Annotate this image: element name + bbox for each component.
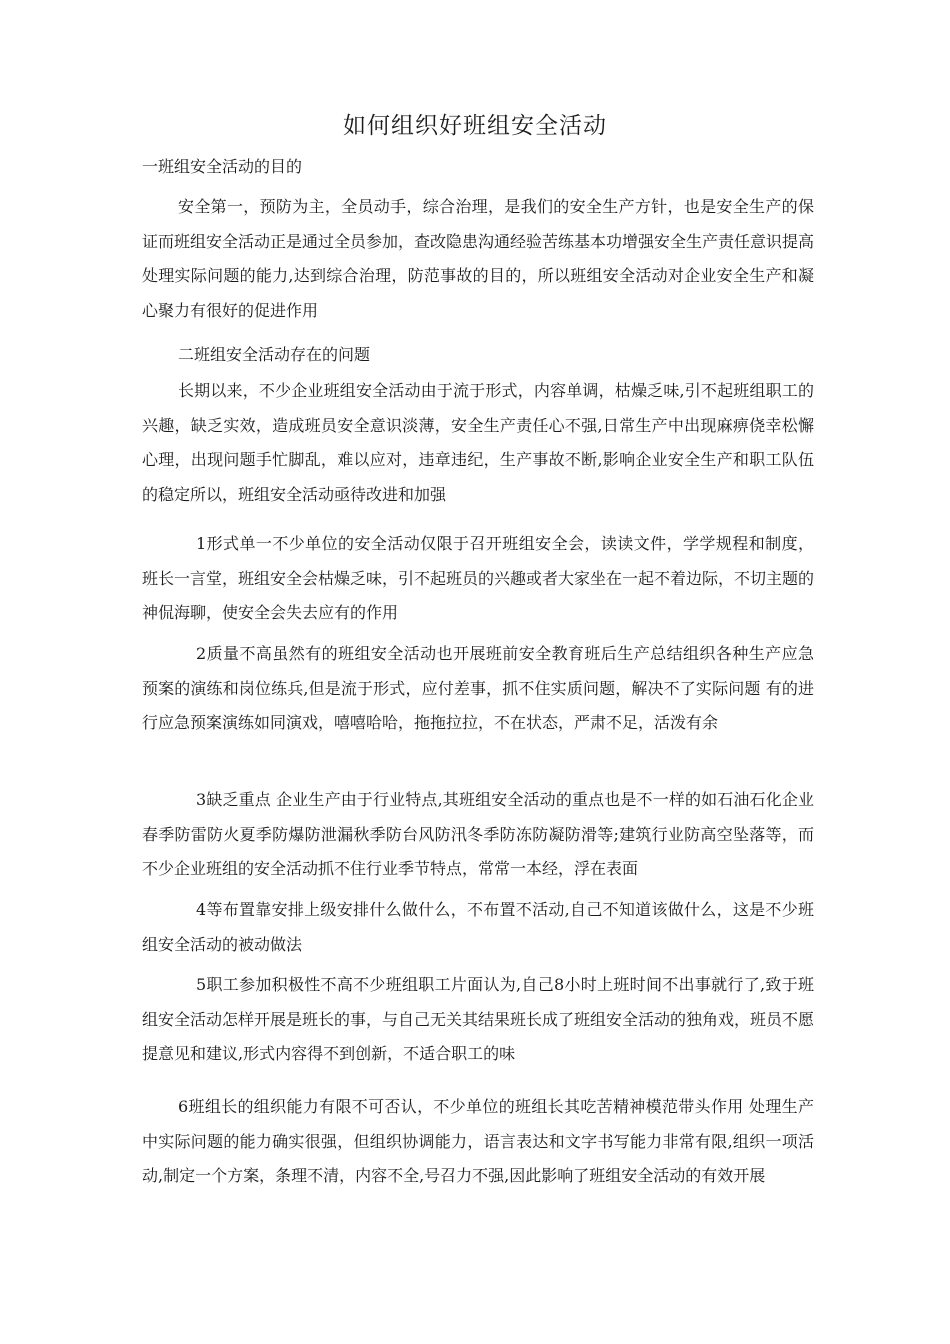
list-item-4: 4等布置靠安排上级安排什么做什么，不布置不活动,自己不知道该做什么，这是不少班组安全活动的被动做法 — [142, 900, 814, 954]
list-item-3: 3缺乏重点 企业生产由于行业特点,其班组安全活动的重点也是不一样的如石油石化企业春季防雷防火夏季防爆防泄漏秋季防台风防汛冬季防冻防凝防滑等;建筑行业防高空坠落等，而不少企业班组的安全活动抓不住行业季节特点，常常一本经，浮在表面 — [142, 790, 814, 878]
paragraph-problems-intro: 长期以来，不少企业班组安全活动由于流于形式，内容单调，枯燥乏味,引不起班组职工的兴趣，缺乏实效，造成班员安全意识淡薄，安全生产责任心不强,日常生产中出现麻痹侥幸松懈心理，出现问题手忙脚乱，难以应对，违章违纪，生产事故不断,影响企业安全生产和职工队伍的稳定所以，班组安全活动亟待改进和加强 — [142, 381, 814, 504]
paragraph-purpose: 安全第一，预防为主，全员动手，综合治理，是我们的安全生产方针，也是安全生产的保证而班组安全活动正是通过全员参加，查改隐患沟通经验苦练基本功增强安全生产责任意识提高处理实际问题的能力,达到综合治理，防范事故的目的，所以班组安全活动对企业安全生产和凝心聚力有很好的促进作用 — [142, 197, 815, 320]
page-title: 如何组织好班组安全活动 — [343, 113, 607, 139]
section-heading-problems: 二班组安全活动存在的问题 — [178, 345, 371, 364]
list-item-5: 5职工参加积极性不高不少班组职工片面认为,自己8小时上班时间不出事就行了,致于班组安全活动怎样开展是班长的事，与自己无关其结果班长成了班组安全活动的独角戏，班员不愿提意见和建议,形式内容得不到创新，不适合职工的味 — [142, 975, 815, 1063]
section-heading-purpose: 一班组安全活动的目的 — [142, 157, 303, 176]
list-item-1: 1形式单一不少单位的安全活动仅限于召开班组安全会，读读文件，学学规程和制度，班长一言堂，班组安全会枯燥乏味，引不起班员的兴趣或者大家坐在一起不着边际，不切主题的神侃海聊，使安全会失去应有的作用 — [142, 534, 815, 622]
list-item-6: 6班组长的组织能力有限不可否认，不少单位的班组长其吃苦精神模范带头作用 处理生产中实际问题的能力确实很强，但组织协调能力，语言表达和文字书写能力非常有限,组织一项活动,制定一个方案，条理不清，内容不全,号召力不强,因此影响了班组安全活动的有效开展 — [142, 1097, 814, 1185]
list-item-2: 2质量不高虽然有的班组安全活动也开展班前安全教育班后生产总结组织各种生产应急预案的演练和岗位练兵,但是流于形式，应付差事，抓不住实质问题，解决不了实际问题 有的进行应急预案演练如同演戏，嘻嘻哈哈，拖拖拉拉，不在状态，严肃不足，活泼有余 — [142, 644, 814, 732]
